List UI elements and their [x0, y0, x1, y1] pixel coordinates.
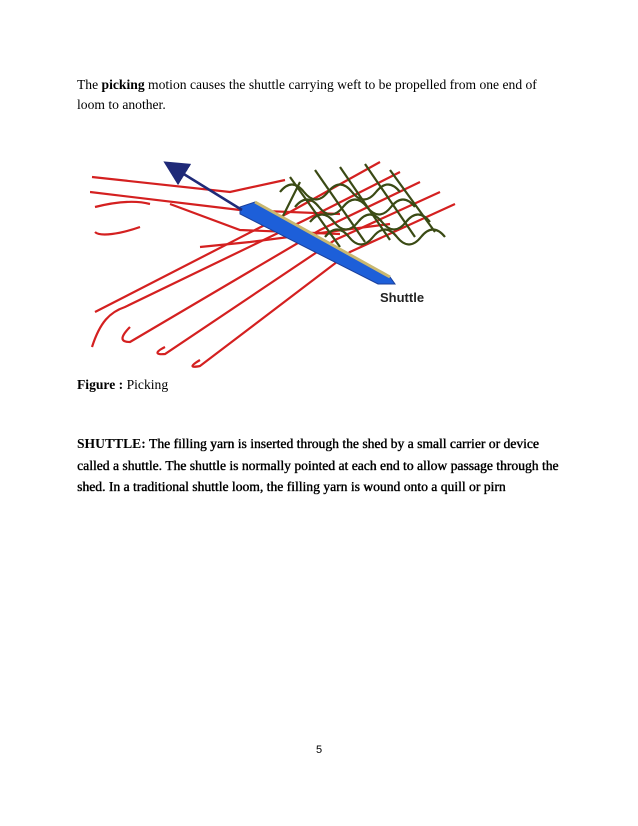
caption-text: Picking [123, 377, 169, 392]
p2-heading: SHUTTLE: [77, 436, 146, 451]
picking-figure [90, 152, 460, 374]
p1-bold-picking: picking [101, 77, 145, 92]
warp-yarns [90, 162, 455, 367]
p1-pre: The [77, 77, 102, 92]
p1-post: motion causes the shuttle carrying weft to be propelled from one end of loom to another. [77, 77, 537, 112]
page-number: 5 [315, 744, 323, 756]
picking-diagram [90, 152, 460, 374]
warp-yarn [95, 202, 150, 207]
warp-yarn [158, 192, 441, 354]
warp-yarn [95, 227, 140, 234]
p2-text: The filling yarn is inserted through the shed by a small carrier or device called a shuttle. The shuttle is normally pointed at each end to allow passage through the shed. In a traditional shuttle loom, the filling yarn is wound onto a quill or pirn [77, 436, 559, 494]
paragraph-shuttle [77, 433, 567, 498]
warp-yarn [123, 182, 421, 342]
shuttle-label: Shuttle [380, 290, 425, 305]
warp-yarn [92, 177, 285, 192]
caption-label: Figure : [77, 377, 124, 392]
figure-caption [77, 377, 168, 393]
paragraph-picking [77, 75, 557, 115]
